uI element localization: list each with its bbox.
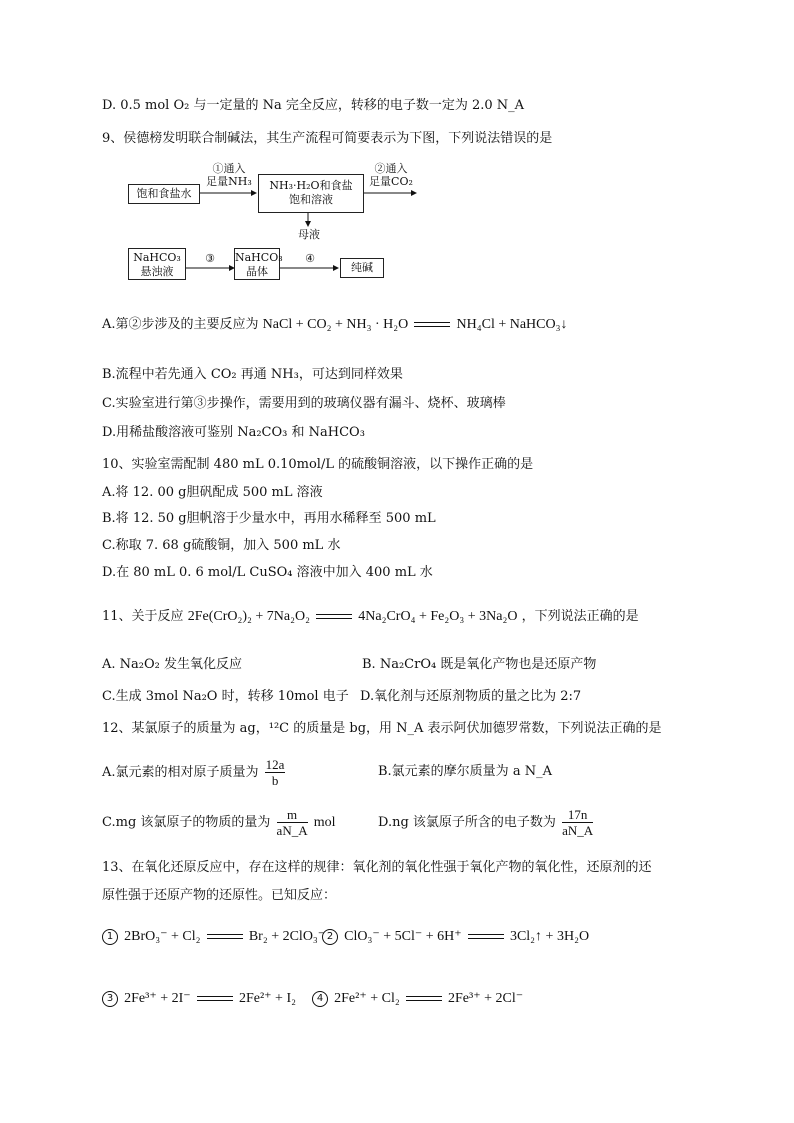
- step1-label: [204, 162, 254, 188]
- step3-label: ③: [205, 252, 215, 265]
- box-ammonia-brine: [258, 174, 364, 213]
- q9-option-a-equation-left: NaCl + CO₂ + NH₃ · H₂O: [262, 317, 409, 332]
- equals-sign-icon: [207, 933, 243, 941]
- q12-option-d-denominator: aN_A: [562, 823, 594, 838]
- step1-label-line2: 足量NH₃: [206, 175, 252, 188]
- q13-reaction-3-right: 2Fe²⁺ + I₂: [238, 991, 296, 1006]
- step2-label-line1: ②通入: [374, 162, 408, 175]
- q13-reaction-1: [102, 928, 325, 946]
- box-bicarbonate-suspension: [128, 248, 186, 280]
- q12-option-a-fraction: [265, 757, 286, 788]
- step2-label-line2: 足量CO₂: [369, 175, 413, 188]
- box-ammonia-brine-line1: NH₃·H₂O和食盐: [269, 179, 353, 192]
- q9-option-a: [102, 316, 568, 334]
- q10-option-a: A.将 12. 00 g胆矾配成 500 mL 溶液: [102, 485, 323, 500]
- q12-option-c-unit: mol: [313, 815, 336, 830]
- circled-number-3: 3: [102, 991, 118, 1007]
- q13-reaction-2: [322, 928, 589, 946]
- equals-sign-icon: [414, 321, 450, 329]
- box-bicarbonate-suspension-line2: 悬浊液: [140, 265, 174, 278]
- q12-option-c: [102, 806, 336, 840]
- equals-sign-icon: [406, 995, 442, 1003]
- box-soda-ash-label: 纯碱: [351, 261, 373, 274]
- q10-stem: 10、实验室需配制 480 mL 0.10mol/L 的硫酸铜溶液，以下操作正确的是: [102, 457, 534, 472]
- q11-option-b: B. Na₂CrO₄ 既是氧化产物也是还原产物: [362, 657, 597, 672]
- q10-option-d: D.在 80 mL 0. 6 mol/L CuSO₄ 溶液中加入 400 mL 水: [102, 565, 433, 580]
- q12-option-c-fraction: [277, 807, 308, 838]
- box-saturated-brine: [128, 184, 200, 204]
- q13-reaction-4-left: 2Fe²⁺ + Cl₂: [334, 991, 400, 1006]
- q9-option-a-equation-right: NH₄Cl + NaHCO₃↓: [456, 317, 568, 332]
- q9-option-d: D.用稀盐酸溶液可鉴别 Na₂CO₃ 和 NaHCO₃: [102, 425, 365, 440]
- step4-label: ④: [305, 252, 315, 265]
- q12-option-d: [378, 806, 595, 840]
- box-bicarbonate-crystal-line2: 晶体: [246, 265, 268, 278]
- q13-reaction-2-right: 3Cl₂↑ + 3H₂O: [509, 929, 590, 944]
- q13-reaction-4-right: 2Fe³⁺ + 2Cl⁻: [448, 991, 524, 1006]
- q10-option-b: B.将 12. 50 g胆帆溶于少量水中，再用水稀释至 500 mL: [102, 511, 436, 526]
- q9-option-a-prefix: A.第②步涉及的主要反应为: [102, 317, 259, 332]
- q11-option-a: A. Na₂O₂ 发生氧化反应: [102, 657, 242, 672]
- q9-option-c: C.实验室进行第③步操作，需要用到的玻璃仪器有漏斗、烧杯、玻璃棒: [102, 396, 506, 411]
- q12-option-c-prefix: C.mg 该氯原子的物质的量为: [102, 815, 271, 830]
- q11-equation-right: 4Na₂CrO₄ + Fe₂O₃ + 3Na₂O: [358, 609, 518, 624]
- q11-stem: [102, 608, 639, 626]
- q12-option-b: B.氯元素的摩尔质量为 a N_A: [378, 764, 552, 779]
- step1-label-line1: ①通入: [212, 162, 246, 175]
- equals-sign-icon: [197, 995, 233, 1003]
- equals-sign-icon: [316, 613, 352, 621]
- q12-option-a-prefix: A.氯元素的相对原子质量为: [102, 765, 259, 780]
- q11-stem-suffix: ，下列说法正确的是: [521, 609, 639, 624]
- q11-stem-prefix: 11、关于反应: [102, 609, 184, 624]
- step2-label: [366, 162, 416, 188]
- q12-option-a: [102, 756, 287, 790]
- q13-reaction-3-left: 2Fe³⁺ + 2I⁻: [124, 991, 191, 1006]
- q13-stem-line1: 13、在氧化还原反应中，存在这样的规律：氧化剂的氧化性强于氧化产物的氧化性，还原剂的还: [102, 860, 652, 875]
- mother-liquor-label: 母液: [298, 228, 320, 241]
- box-bicarbonate-suspension-line1: NaHCO₃: [133, 251, 181, 264]
- circled-number-1: 1: [102, 929, 118, 945]
- q8-option-d: D. 0.5 mol O₂ 与一定量的 Na 完全反应，转移的电子数一定为 2.0 N_A: [102, 98, 525, 113]
- q12-option-c-numerator: m: [277, 807, 308, 823]
- q9-stem: 9、侯德榜发明联合制碱法，其生产流程可简要表示为下图，下列说法错误的是: [102, 131, 553, 146]
- q12-option-a-numerator: 12a: [265, 757, 285, 772]
- q11-option-d: D.氧化剂与还原剂物质的量之比为 2:7: [360, 689, 582, 704]
- q12-option-d-prefix: D.ng 该氯原子所含的电子数为: [378, 815, 556, 830]
- q13-reaction-1-right: Br₂ + 2ClO₃⁻: [248, 929, 326, 944]
- circled-number-4: 4: [312, 991, 328, 1007]
- q12-option-d-fraction: [562, 807, 593, 838]
- q13-reaction-4: [312, 990, 523, 1008]
- equals-sign-icon: [468, 933, 504, 941]
- q12-option-c-denominator: aN_A: [276, 823, 308, 838]
- q13-reaction-3: [102, 990, 296, 1008]
- circled-number-2: 2: [322, 929, 338, 945]
- box-ammonia-brine-line2: 饱和溶液: [289, 193, 333, 206]
- q13-stem-line2: 原性强于还原产物的还原性。已知反应：: [102, 888, 337, 903]
- box-bicarbonate-crystal: [234, 248, 283, 280]
- box-soda-ash: [340, 258, 384, 278]
- box-saturated-brine-label: 饱和食盐水: [136, 187, 192, 200]
- process-flow-diagram: [128, 160, 428, 280]
- box-bicarbonate-crystal-line1: NaHCO₃: [235, 251, 283, 264]
- q10-option-c: C.称取 7. 68 g硫酸铜，加入 500 mL 水: [102, 538, 341, 553]
- q12-option-a-denominator: b: [271, 773, 279, 788]
- q11-option-c: C.生成 3mol Na₂O 时，转移 10mol 电子: [102, 689, 349, 704]
- q12-stem: 12、某氯原子的质量为 ag，¹²C 的质量是 bg，用 N_A 表示阿伏加德罗常数，下列说法正确的是: [102, 721, 662, 736]
- q13-reaction-2-left: ClO₃⁻ + 5Cl⁻ + 6H⁺: [344, 929, 462, 944]
- q9-option-b: B.流程中若先通入 CO₂ 再通 NH₃，可达到同样效果: [102, 367, 403, 382]
- q12-option-d-numerator: 17n: [562, 807, 593, 823]
- q11-equation-left: 2Fe(CrO₂)₂ + 7Na₂O₂: [187, 609, 310, 624]
- q13-reaction-1-left: 2BrO₃⁻ + Cl₂: [124, 929, 201, 944]
